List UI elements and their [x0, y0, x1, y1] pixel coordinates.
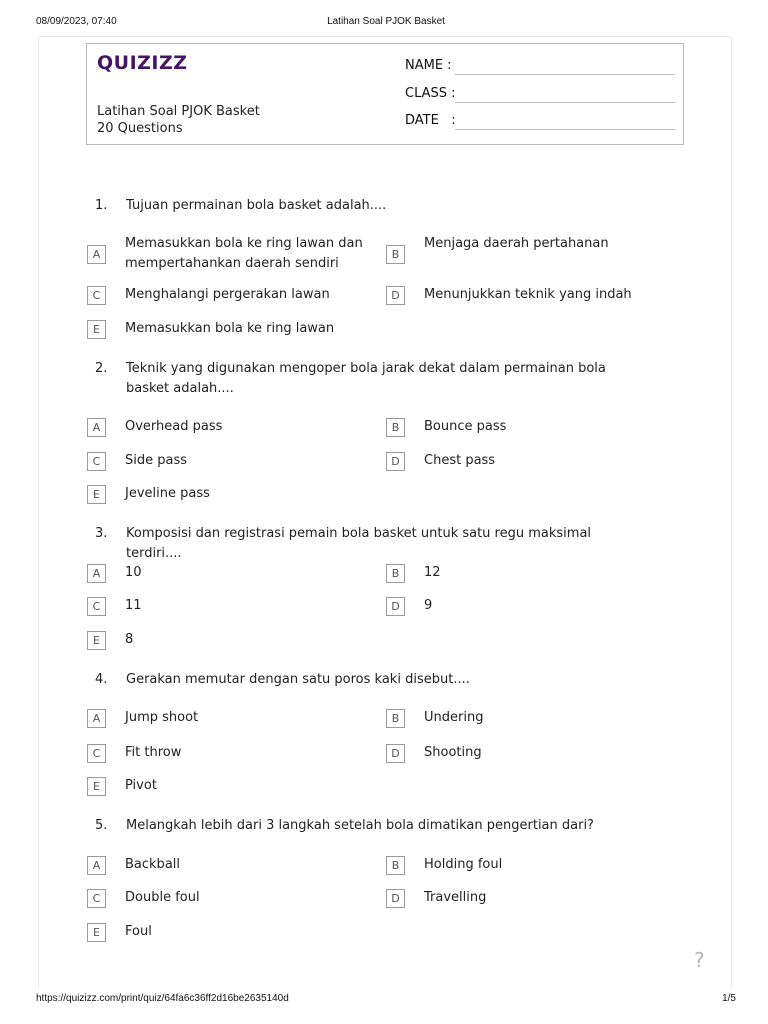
- option-letter: C: [87, 452, 106, 471]
- class-label: CLASS :: [405, 86, 456, 101]
- question-number: 4.: [95, 672, 108, 687]
- option-letter: D: [386, 744, 405, 763]
- option-text: 11: [125, 598, 142, 613]
- date-line: [455, 129, 675, 130]
- option-text: Fit throw: [125, 745, 182, 760]
- option-text: Shooting: [424, 745, 482, 760]
- question-text: Tujuan permainan bola basket adalah....: [126, 198, 387, 213]
- question-number: 3.: [95, 526, 108, 541]
- option-letter: D: [386, 889, 405, 908]
- option-letter: D: [386, 452, 405, 471]
- option-text: Double foul: [125, 890, 200, 905]
- quiz-header-box: [86, 43, 684, 145]
- question-count: 20 Questions: [97, 121, 183, 136]
- option-text: Side pass: [125, 453, 188, 468]
- option-letter: E: [87, 320, 106, 339]
- print-datetime: 08/09/2023, 07:40: [36, 16, 117, 27]
- option-letter: A: [87, 418, 106, 437]
- option-letter: B: [386, 709, 405, 728]
- question-number: 2.: [95, 361, 108, 376]
- quiz-title: Latihan Soal PJOK Basket: [97, 104, 260, 119]
- page-number: 1/5: [722, 993, 736, 1004]
- print-title: Latihan Soal PJOK Basket: [327, 16, 445, 27]
- option-text: Travelling: [424, 890, 487, 905]
- print-footer: [36, 993, 736, 1007]
- quizizz-logo: QUIZIZZ: [97, 52, 188, 74]
- option-text: 8: [125, 632, 134, 647]
- question-text: Melangkah lebih dari 3 langkah setelah bola dimatikan pengertian dari?: [126, 818, 594, 833]
- option-letter: D: [386, 286, 405, 305]
- option-letter: E: [87, 923, 106, 942]
- option-text: Chest pass: [424, 453, 496, 468]
- option-text: Memasukkan bola ke ring lawan: [125, 321, 335, 336]
- class-field[interactable]: [405, 86, 675, 106]
- date-field[interactable]: [405, 113, 675, 133]
- option-letter: B: [386, 856, 405, 875]
- option-text: Foul: [125, 924, 152, 939]
- print-url: https://quizizz.com/print/quiz/64fa6c36ff2d16be2635140d: [36, 993, 289, 1004]
- page-frame: [38, 36, 732, 987]
- option-text: Overhead pass: [125, 419, 223, 434]
- option-text: Memasukkan bola ke ring lawan dan mempertahankan daerah sendiri: [125, 236, 363, 271]
- option-letter: A: [87, 856, 106, 875]
- option-letter: C: [87, 744, 106, 763]
- option-text: Holding foul: [424, 857, 503, 872]
- option-text: Backball: [125, 857, 181, 872]
- option-text: 10: [125, 565, 142, 580]
- option-letter: C: [87, 597, 106, 616]
- option-letter: C: [87, 286, 106, 305]
- option-text: Jump shoot: [125, 710, 199, 725]
- option-letter: E: [87, 485, 106, 504]
- question-mark-icon[interactable]: ?: [694, 948, 705, 972]
- option-letter: A: [87, 245, 106, 264]
- print-header: [36, 16, 736, 30]
- option-letter: B: [386, 245, 405, 264]
- option-text: Bounce pass: [424, 419, 507, 434]
- name-line: [455, 74, 675, 75]
- class-line: [455, 102, 675, 103]
- option-text: Jeveline pass: [125, 486, 210, 501]
- question-number: 1.: [95, 198, 108, 213]
- option-text: Menunjukkan teknik yang indah: [424, 287, 632, 302]
- date-label: DATE :: [405, 113, 456, 128]
- option-letter: B: [386, 418, 405, 437]
- option-letter: B: [386, 564, 405, 583]
- question-text: Teknik yang digunakan mengoper bola jarak dekat dalam permainan bola basket adalah....: [126, 361, 606, 396]
- option-letter: A: [87, 564, 106, 583]
- question-number: 5.: [95, 818, 108, 833]
- question-text: Komposisi dan registrasi pemain bola basket untuk satu regu maksimal terdiri....: [126, 526, 592, 561]
- option-text: Undering: [424, 710, 484, 725]
- option-letter: C: [87, 889, 106, 908]
- option-text: Menghalangi pergerakan lawan: [125, 287, 330, 302]
- option-letter: E: [87, 777, 106, 796]
- option-letter: A: [87, 709, 106, 728]
- option-text: Menjaga daerah pertahanan: [424, 236, 609, 251]
- option-text: 9: [424, 598, 433, 613]
- option-letter: D: [386, 597, 405, 616]
- question-text: Gerakan memutar dengan satu poros kaki disebut....: [126, 672, 470, 687]
- name-label: NAME :: [405, 58, 452, 73]
- option-text: Pivot: [125, 778, 157, 793]
- option-letter: E: [87, 631, 106, 650]
- option-text: 12: [424, 565, 441, 580]
- name-field[interactable]: [405, 58, 675, 78]
